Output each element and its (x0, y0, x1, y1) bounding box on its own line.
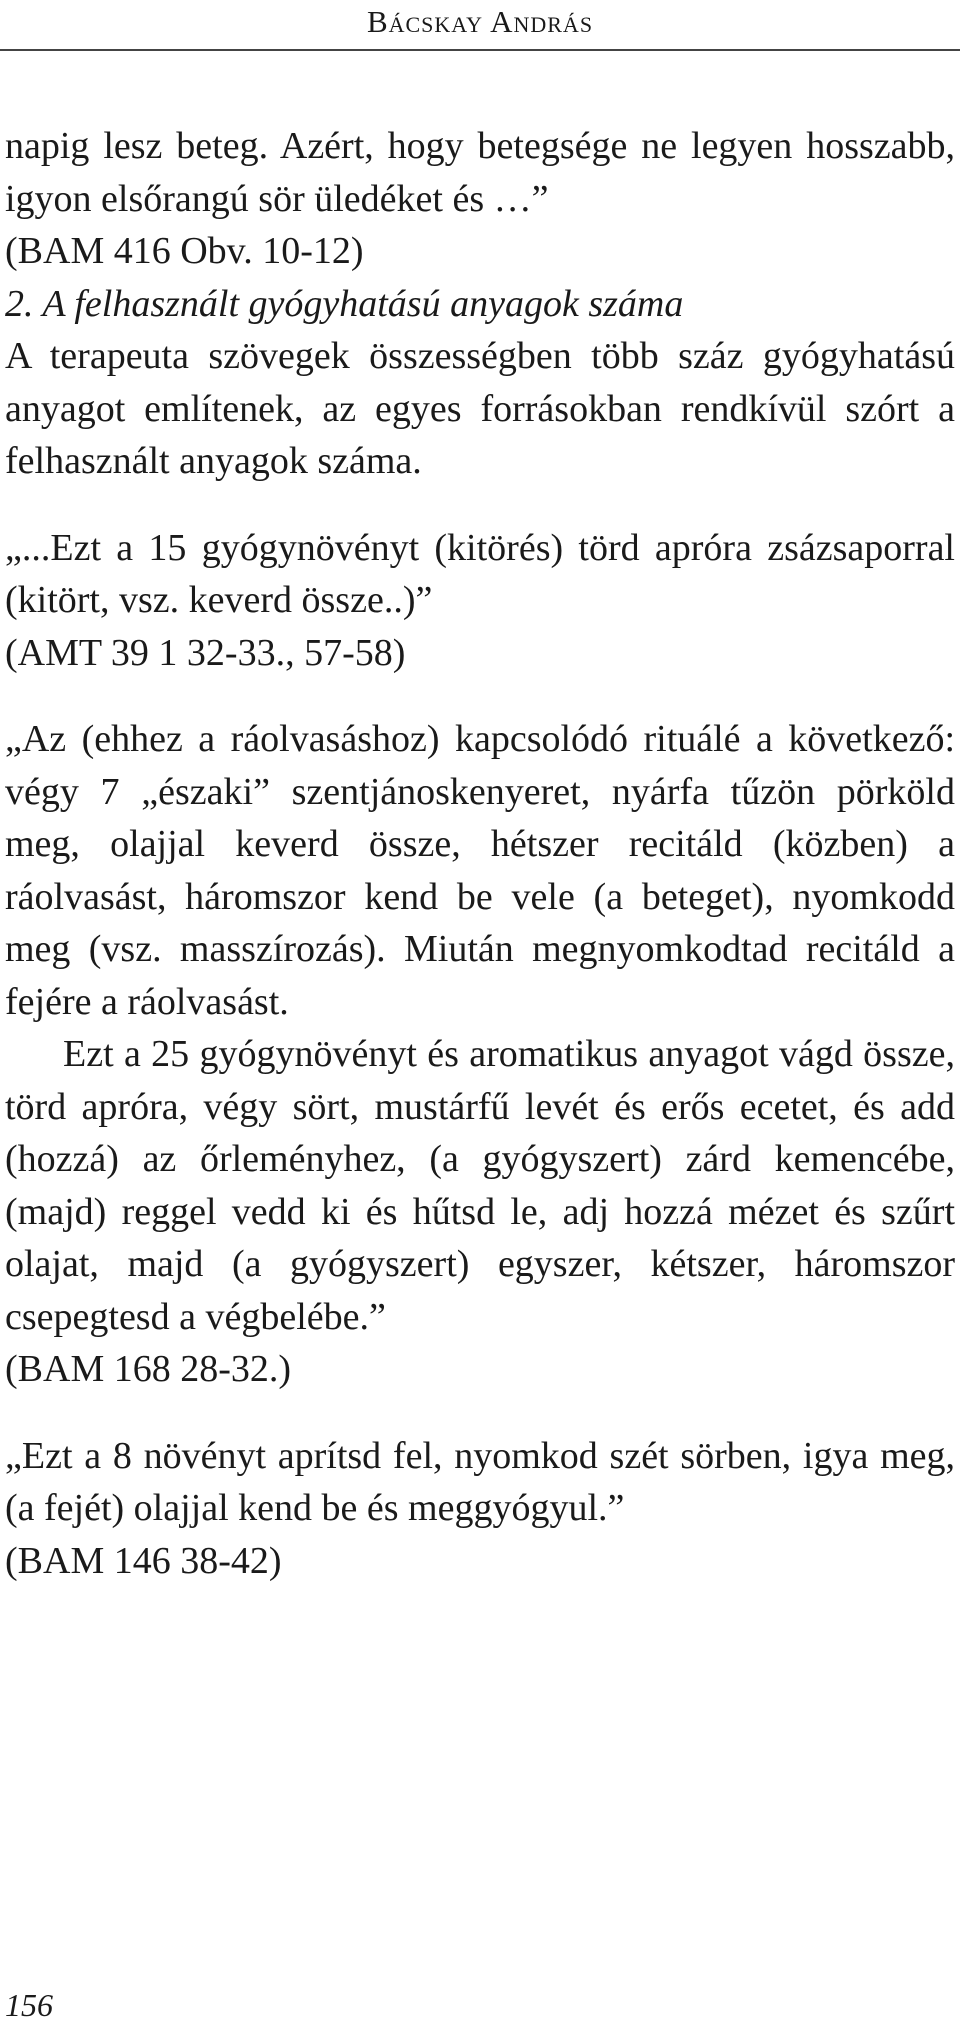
quote-paragraph-continued: Ezt a 25 gyógynövényt és aromatikus anyagot vágd össze, törd apróra, végy sört, mustárfű levét és erős ecetet, és add (hozzá) az őrleményhez, (a gyógyszert) zárd kemencébe, (majd) reggel vedd ki és hűtsd le, adj hozzá mézet és szűrt olajat, majd (a gyógyszert) egyszer, kétszer, háromszor csepegtesd a végbelébe.” (5, 1033, 955, 1338)
citation: (BAM 168 28-32.) (5, 1348, 292, 1390)
running-head: Bácskay András (366, 4, 594, 39)
citation: (AMT 39 1 32-33., 57-58) (5, 631, 406, 674)
page-body (5, 120, 955, 1587)
page-number: 156 (5, 1987, 53, 2023)
spacer (5, 488, 955, 522)
citation: (BAM 416 Obv. 10-12) (5, 230, 364, 272)
quote-paragraph: „Ezt a 8 növényt aprítsd fel, nyomkod szét sörben, igya meg, (a fejét) olajjal kend be és meggyógyul.” (5, 1434, 955, 1529)
section-heading: 2. A felhasznált gyógyhatású anyagok száma (5, 282, 684, 325)
spacer (5, 679, 955, 713)
quote-paragraph: „Az (ehhez a ráolvasáshoz) kapcsolódó rituálé a következő: végy 7 „északi” szentjánoskenyeret, nyárfa tűzön pörköld meg, olajjal keverd össze, hétszer recitáld (közben) a ráolvasást, háromszor kend be vele (a beteget), nyomkodd meg (vsz. masszírozás). Miután megnyomkodtad recitáld a fejére a ráolvasást. (5, 718, 955, 1023)
citation: (BAM 146 38-42) (5, 1539, 282, 1582)
quote-paragraph: „...Ezt a 15 gyógynövényt (kitörés) törd apróra zsázsaporral (kitört, vsz. keverd össze..)” (5, 526, 955, 621)
spacer (5, 1396, 955, 1430)
paragraph: A terapeuta szövegek összességben több száz gyógyhatású anyagot említenek, az egyes forrásokban rendkívül szórt a felhasznált anyagok száma. (5, 335, 955, 482)
paragraph-continuation: napig lesz beteg. Azért, hogy betegsége ne legyen hosszabb, igyon elsőrangú sör üledéket és …” (5, 125, 955, 220)
header-rule (0, 49, 960, 51)
